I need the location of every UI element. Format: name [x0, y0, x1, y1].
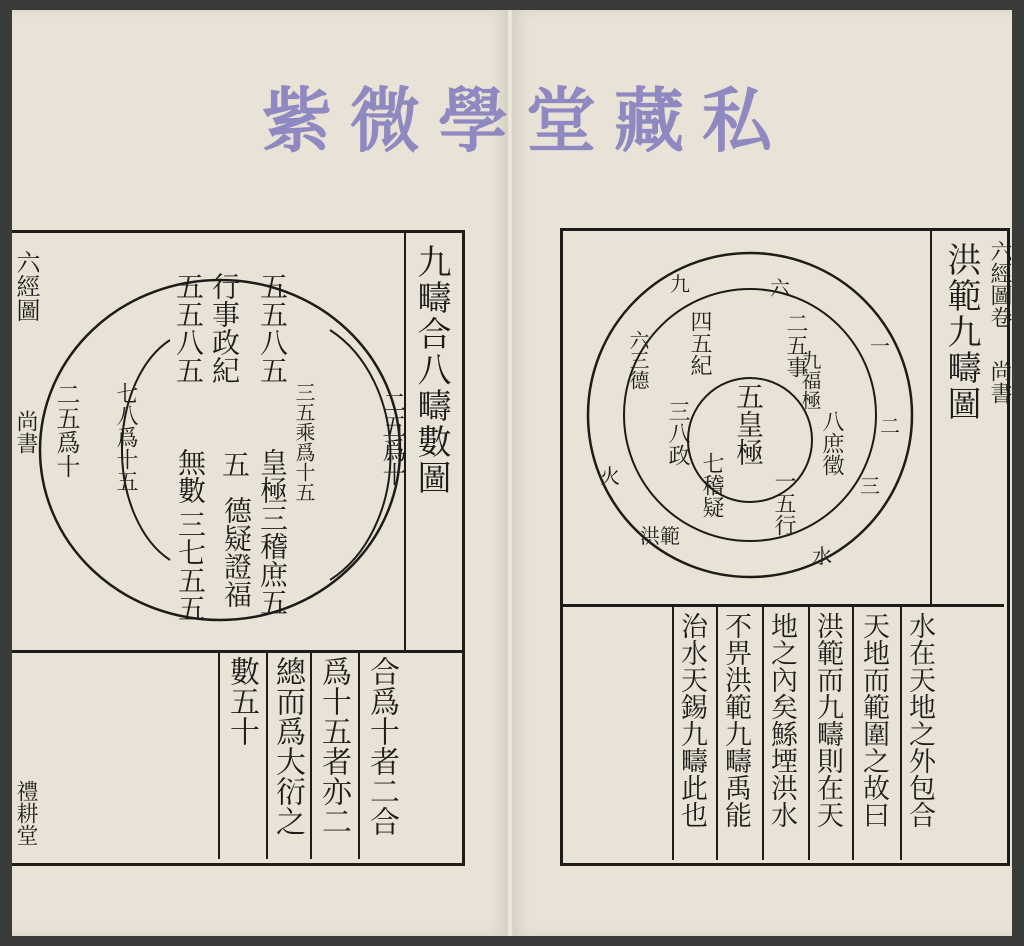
ring-label: 火 [600, 464, 620, 488]
diagram-label: 三五乘爲十五 [292, 382, 316, 502]
stamp-char: 微 [350, 78, 420, 162]
ring-label: 水 [812, 544, 832, 568]
diagram-column: 五五八五 [256, 272, 289, 384]
text-column: 總而爲大衍之 [270, 656, 305, 836]
ring-label: 二 [880, 414, 900, 438]
column-rule [900, 606, 902, 860]
column-rule [852, 606, 854, 860]
circle-spoke: 一五行 [771, 470, 796, 536]
circle-center: 五皇極 [732, 382, 765, 466]
column-rule [716, 606, 718, 860]
left-edge-label: 尚書 [13, 410, 38, 454]
column-rule [808, 606, 810, 860]
text-column: 數五十 [224, 656, 259, 746]
diagram-column: 無數 [174, 448, 207, 504]
ring-label: 三 [860, 474, 880, 498]
circle-spoke: 二五事 [783, 312, 808, 378]
text-column: 地之內矣鯀堙洪水 [766, 612, 797, 828]
left-edge-label: 六經圖 [12, 250, 40, 322]
right-edge-label: 尚書 [987, 360, 1012, 404]
diagram-column: 五五八五 [172, 272, 205, 384]
circle-spoke: 六三德 [626, 330, 650, 390]
left-page-title: 九疇合八疇數圖 [411, 244, 451, 496]
circle-spoke: 七稽疑 [699, 452, 724, 518]
column-rule [762, 606, 764, 860]
text-column: 不畀洪範九疇禹能 [720, 612, 751, 828]
circle-spoke: 三八政 [665, 400, 690, 466]
ring-label: 洪範 [640, 524, 680, 548]
right-edge-label: 六經圖卷 [987, 240, 1012, 328]
column-rule [672, 606, 674, 860]
diagram-column: 三七五五 [174, 510, 207, 622]
text-column: 天地而範圍之故曰 [858, 612, 889, 828]
stamp-char: 藏 [614, 78, 684, 162]
text-column: 治水天錫九疇此也 [676, 612, 707, 828]
diagram-label: 二五爲十 [52, 382, 80, 478]
right-page-title: 洪範九疇圖 [941, 242, 981, 422]
text-column: 合爲十者二合 [364, 656, 399, 836]
ring-label: 六 [770, 276, 790, 300]
stamp-char: 學 [438, 78, 508, 162]
text-column: 爲十五者亦二 [316, 656, 351, 836]
diagram-column: 行事政紀 [208, 272, 241, 384]
ring-label: 九 [670, 272, 690, 296]
stamp-char: 紫 [262, 78, 332, 162]
stamp-char: 私 [702, 78, 772, 162]
diagram-column: 皇極三稽庶五 [256, 448, 289, 616]
diagram-label: 二五爲十 [378, 390, 406, 486]
text-column: 洪範而九疇則在天 [812, 612, 843, 828]
stamp-char: 堂 [526, 78, 596, 162]
diagram-label: 七八爲十五 [113, 382, 138, 492]
diagram-column: 五 [218, 450, 251, 478]
circle-spoke: 九福極 [798, 350, 822, 410]
text-column: 水在天地之外包合 [904, 612, 935, 828]
circle-spoke: 八庶徵 [819, 410, 844, 476]
circle-spoke: 四五紀 [687, 310, 712, 376]
left-edge-label: 禮耕堂 [13, 780, 38, 846]
diagram-column: 德疑證福 [220, 496, 253, 608]
ring-label: 一 [870, 334, 890, 358]
